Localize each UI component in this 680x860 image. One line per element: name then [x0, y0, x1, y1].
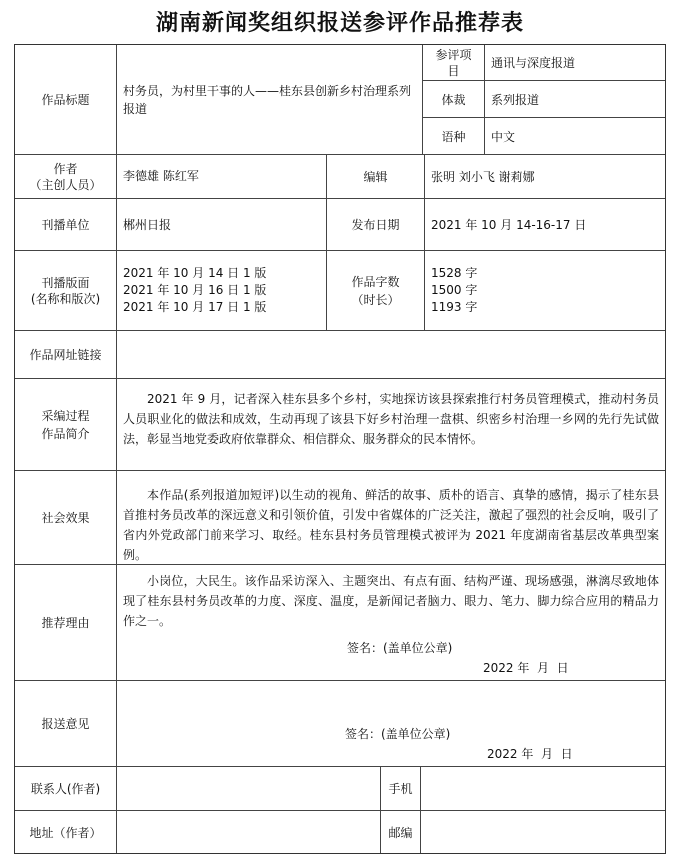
editors-label: 编辑: [327, 155, 425, 199]
authors-label: 作者 （主创人员）: [15, 155, 117, 199]
url-label: 作品网址链接: [15, 331, 117, 379]
editions-value: [117, 251, 327, 331]
authors-value: 李德雄 陈红军: [117, 155, 327, 199]
edition-item: 2021 年 10 月 14 日 1 版: [123, 266, 267, 280]
contact-value: [117, 767, 381, 811]
opinion-block: [117, 681, 665, 767]
language-label: 语种: [423, 118, 485, 155]
form-title: 湖南新闻奖组织报送参评作品推荐表: [155, 11, 524, 36]
address-value: [117, 811, 381, 853]
process-label: 采编过程 作品简介: [15, 379, 117, 471]
contact-label: 联系人(作者): [15, 767, 117, 811]
recommendation-form: [14, 44, 666, 854]
address-label: 地址（作者）: [15, 811, 117, 853]
word-count-item: 1500 字: [431, 283, 478, 297]
impact-text: 本作品(系列报道加短评)以生动的视角、鲜活的故事、质朴的语言、真挚的感情，揭示了桂东县首推村务员改革的深远意义和引领价值，引发中省媒体的广泛关注，激起了强烈的社会反响，吸引了省内外党政部门前来学习、取经。桂东县村务员管理模式被评为 2021 年度湖南省基层改革典型案例。: [117, 471, 665, 565]
editors-value: 张明 刘小飞 谢莉娜: [425, 155, 665, 199]
process-text: 2021 年 9 月，记者深入桂东县多个乡村，实地探访该县探索推行村务员管理模式，推动村务员人员职业化的做法和成效，生动再现了该县下好乡村治理一盘棋、织密乡村治理一乡网的先行先试做法，彰显当地党委政府依靠群众、相信群众、服务群众的民本情怀。: [117, 379, 665, 471]
reason-label: 推荐理由: [15, 565, 117, 681]
category-label: 参评项目: [423, 45, 485, 81]
category-value: 通讯与深度报道: [485, 45, 665, 81]
reason-block: [117, 565, 665, 681]
publisher-label: 刊播单位: [15, 199, 117, 251]
reason-date: 2022 年 月 日: [483, 661, 569, 675]
work-title-label: 作品标题: [15, 45, 117, 155]
edition-item: 2021 年 10 月 17 日 1 版: [123, 300, 267, 314]
impact-label: 社会效果: [15, 471, 117, 565]
zip-value: [421, 811, 665, 853]
word-count-item: 1193 字: [431, 300, 478, 314]
phone-label: 手机: [381, 767, 421, 811]
publish-date-value: 2021 年 10 月 14-16-17 日: [425, 199, 665, 251]
publisher-value: 郴州日报: [117, 199, 327, 251]
word-count-value: [425, 251, 665, 331]
genre-value: 系列报道: [485, 81, 665, 118]
opinion-label: 报送意见: [15, 681, 117, 767]
genre-label: 体裁: [423, 81, 485, 118]
edition-item: 2021 年 10 月 16 日 1 版: [123, 283, 267, 297]
word-count-label: 作品字数 （时长）: [327, 251, 425, 331]
phone-value: [421, 767, 665, 811]
language-value: 中文: [485, 118, 665, 155]
opinion-date: 2022 年 月 日: [487, 747, 573, 761]
reason-text: 小岗位，大民生。该作品采访深入、主题突出、有点有面、结构严谨、现场感强，淋漓尽致地体现了桂东县村务员改革的力度、深度、温度，是新闻记者脑力、眼力、笔力、脚力综合应用的精品力作之一。: [123, 574, 659, 628]
editions-label: 刊播版面 (名称和版次): [15, 251, 117, 331]
word-count-item: 1528 字: [431, 266, 478, 280]
url-value: [117, 331, 665, 379]
work-title-value: 村务员，为村里干事的人——桂东县创新乡村治理系列报道: [117, 45, 423, 155]
publish-date-label: 发布日期: [327, 199, 425, 251]
zip-label: 邮编: [381, 811, 421, 853]
opinion-signature: 签名：(盖单位公章): [345, 727, 451, 741]
reason-signature: 签名：(盖单位公章): [347, 641, 453, 655]
